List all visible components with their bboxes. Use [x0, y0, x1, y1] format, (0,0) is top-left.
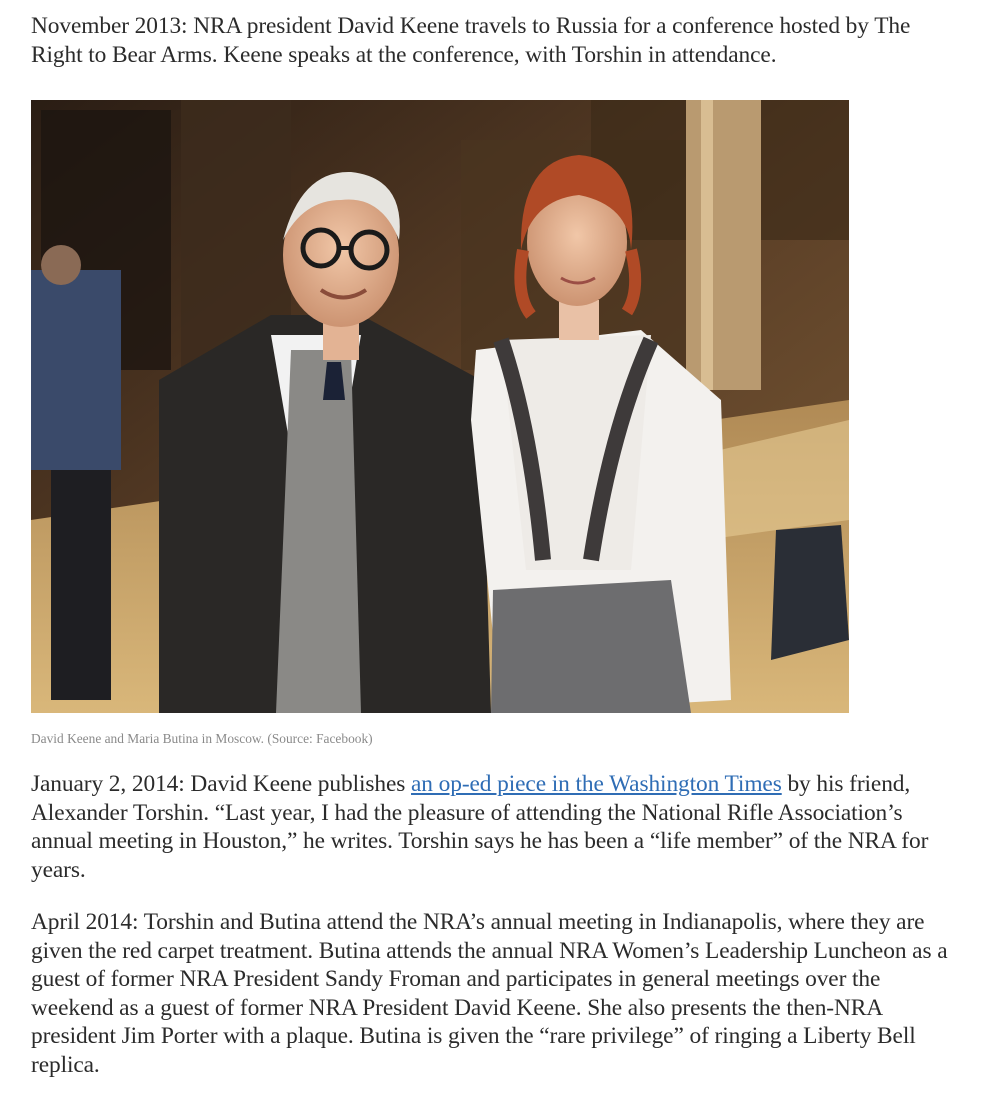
- photo-caption: David Keene and Maria Butina in Moscow. (Source: Facebook): [31, 731, 373, 746]
- washington-times-op-ed-link[interactable]: an op-ed piece in the Washington Times: [411, 771, 782, 797]
- jan-2014-text-end: by his friend, Alexander Torshin. “Last year, I had the pleasure of attending the National Rifle Association’s annual meeting in Houston,” he writes. Torshin says he has been a “life member” of the NRA for years.: [31, 771, 929, 883]
- timeline-entry-jan-2014: [31, 770, 961, 884]
- timeline-entry-nov-2013: November 2013: NRA president David Keene travels to Russia for a conference hosted by The Right to Bear Arms. Keene speaks at the conference, with Torshin in attendance.: [31, 13, 911, 68]
- photo-illustration: [31, 100, 849, 713]
- timeline-entry-apr-2014: April 2014: Torshin and Butina attend the NRA’s annual meeting in Indianapolis, where they are given the red carpet treatment. Butina attends the annual NRA Women’s Leadership Luncheon as a guest of former NRA President Sandy Froman and participates in general meetings over the weekend as a guest of former NRA President David Keene. She also presents the then-NRA president Jim Porter with a plaque. Butina is given the “rare privilege” of ringing a Liberty Bell replica.: [31, 909, 948, 1078]
- photo-keene-butina: [31, 100, 849, 713]
- jan-2014-text-start: January 2, 2014: David Keene publishes: [31, 771, 412, 797]
